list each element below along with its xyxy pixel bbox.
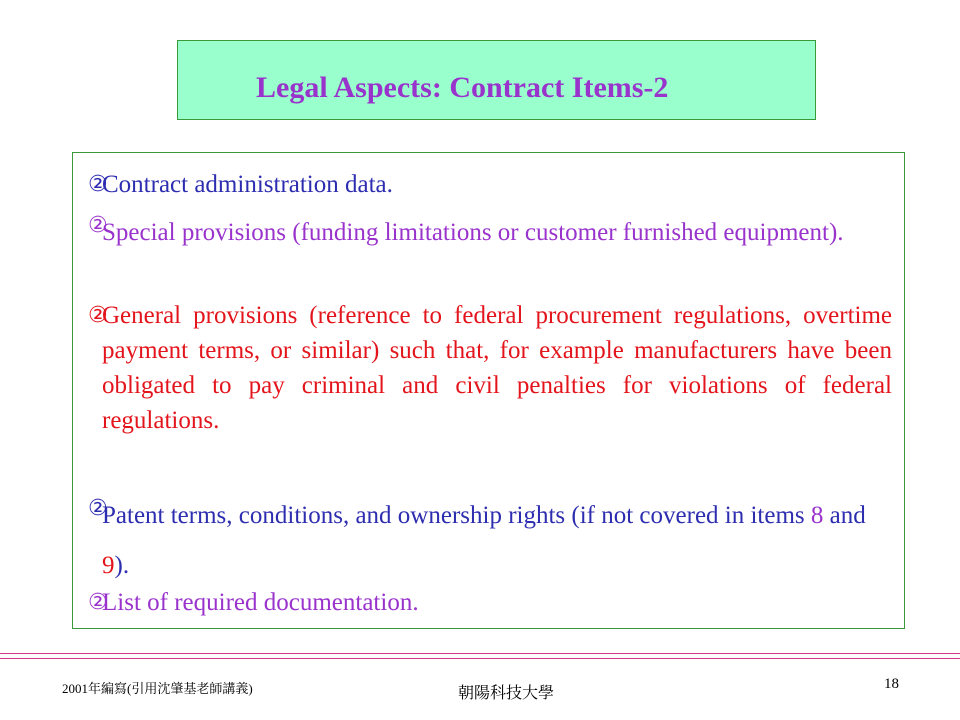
bullet-text-part: ). — [114, 552, 130, 579]
bullet-icon: ② — [88, 213, 108, 238]
content-box — [72, 152, 905, 629]
item-reference-9: 9 — [102, 552, 115, 579]
bullet-icon: ② — [88, 303, 108, 328]
bullet-icon: ② — [88, 172, 108, 197]
bullet-item — [88, 208, 892, 258]
footer-divider — [0, 653, 960, 659]
bullet-item — [88, 298, 892, 438]
item-reference-8: 8 — [810, 502, 824, 529]
bullet-item — [88, 491, 892, 591]
bullet-item — [88, 167, 892, 203]
page-number: 18 — [884, 676, 899, 692]
title-box — [177, 40, 816, 120]
footer-credit: 2001年編寫(引用沈肇基老師講義) — [62, 681, 253, 696]
bullet-text: General provisions (reference to federal procurement regulations, overtime payment terms, or similar) such that, for example manufacturers have been obligated to pay criminal and civil penalties for violations of federal regulations. — [102, 302, 892, 434]
bullet-icon: ② — [88, 590, 108, 615]
bullet-text: Contract administration data. — [102, 171, 393, 198]
bullet-text-part: Patent terms, conditions, and ownership rights (if not covered in items — [102, 502, 811, 529]
footer-institution: 朝陽科技大學 — [458, 683, 555, 702]
bullet-item — [88, 585, 892, 621]
bullet-icon: ② — [88, 496, 108, 521]
bullet-text: List of required documentation. — [102, 589, 419, 616]
bullet-text-part: and — [823, 502, 866, 529]
bullet-text: Special provisions (funding limitations or customer furnished equipment). — [102, 219, 844, 246]
slide-title: Legal Aspects: Contract Items-2 — [256, 71, 669, 104]
bullet-text — [102, 491, 892, 591]
